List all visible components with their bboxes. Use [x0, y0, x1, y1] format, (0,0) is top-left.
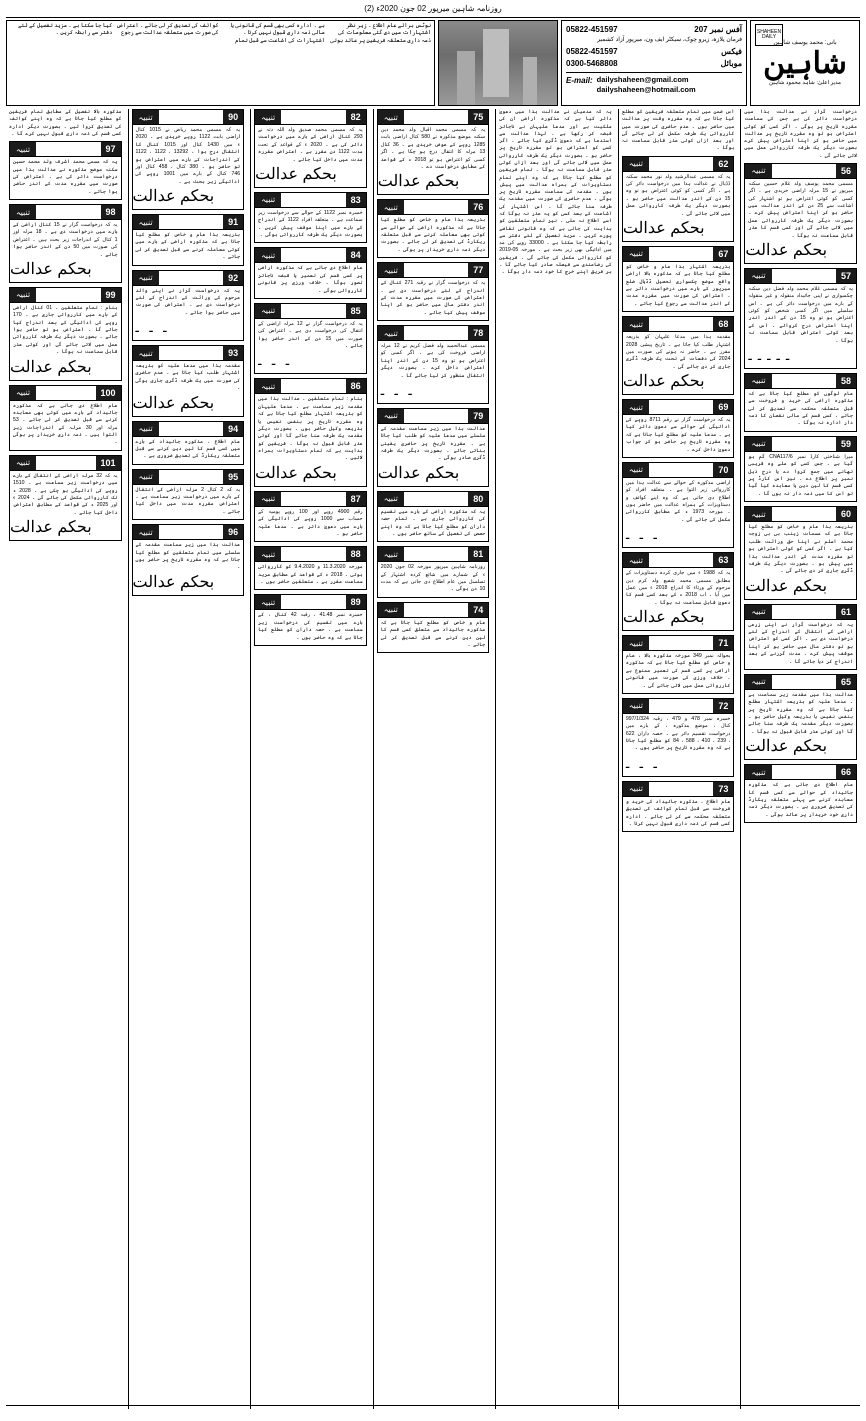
ad-category-label: تنبیہ: [133, 525, 159, 539]
ad-category-label: تنبیہ: [378, 200, 404, 214]
ad-header: [623, 553, 734, 568]
classified-ad: [377, 602, 490, 654]
contact-mobile-label: موبائل: [720, 59, 742, 69]
ad-body-text: یہ کہ مسمی غلام محمد ولد فضل دین سکنہ چکسواری نے اپنی جائیداد منقولہ و غیر منقولہ کے بارے میں درخواست دائر کی ہے ۔ اس سلسلے میں اگر کسی شخص کو کوئی اعتراض ہو تو وہ 15 دن کے اندر اندر اپنا اعتراض درج کروائے ۔ اس کے بعد کوئی اعتراض قابل سماعت نہ ہوگا ۔: [748, 285, 853, 344]
classified-ad: [254, 546, 367, 590]
classified-ad: [622, 246, 735, 312]
classified-ad: [377, 325, 490, 404]
column-notice-text: یہ کہ مدعیان نے عدالت ہذا میں دعویٰ دائر کیا ہے کہ مذکورہ اراضی ان کی ملکیت ہے اور مدعا علیہان نے ناجائز قبضہ کر رکھا ہے ۔ لہذا عدالت سے استدعا ہے کہ دعویٰ ڈگری کیا جائے ۔ اگر کسی کو اعتراض ہو تو مقررہ تاریخ پر حاضر ہو ۔ بصورت دیگر یک طرفہ کارروائی عمل میں لائی جائے گی اور بعد ازاں کوئی عذر قابل سماعت نہ ہوگا ۔ تمام فریقین کو مطلع کیا جاتا ہے کہ وہ اپنے تمام دستاویزات کے ہمراہ عدالت میں پیش ہوں ۔ مقدمہ کی سماعت مقررہ تاریخ پر ہوگی ۔ عدم حاضری کی صورت میں مقدمہ یک طرفہ سنا جائے گا ۔ اس اشتہار کی اشاعت کے بعد کسی کو یہ عذر نہ ہوگا کہ اسے اطلاع نہ ملی ۔ نیز تمام متعلقین کو ہدایت کی جاتی ہے کہ وہ قانونی تقاضے پورے کریں ۔ مزید تفصیل کے لئے دفتر سے رابطہ کیا جا سکتا ہے ۔ 33000 روپے کی مد میں ادائیگی بھی زیر بحث ہے ۔ مورخہ 05-2019 کو کارروائی مکمل کی جائے گی ۔ فریقین کی رضامندی سے فیصلہ صادر کیا جائے گا ۔ ہر فریق اپنے خرچ کا خود ذمہ دار ہوگا ۔: [499, 109, 612, 276]
classified-ad: [622, 156, 735, 242]
page-folio: روزنامہ شاہین میرپور 02 جون 2020ء (2): [364, 4, 502, 13]
classified-ad: [744, 506, 857, 600]
ad-body-text: بذریعہ ہذا عام و خاص کو مطلع کیا جاتا ہے کہ مذکورہ اراضی کے حوالے سے کوئی بھی معاملہ کرنے سے قبل متعلقہ ریکارڈ کی تصدیق کر لی جائے ۔ بصورت دیگر ذمہ داری خریدار پر ہوگی ۔: [380, 217, 486, 253]
ad-signature: بحکم عدالت: [377, 464, 460, 482]
ad-header: [255, 492, 366, 507]
ad-header: [133, 110, 244, 125]
ad-header: [255, 110, 366, 125]
ad-signature: ۔ ۔ ۔: [377, 381, 415, 399]
column-notice-text: درخواست گزار نے عدالت ہذا میں درخواست دائر کی ہے جس کی سماعت مقررہ تاریخ پر ہوگی ۔ اگر کسی کو کوئی اعتراض ہو تو وہ مقررہ تاریخ پر عدالت میں حاضر ہو کر اپنا اعتراض پیش کرے بصورت دیگر یک طرفہ کارروائی عمل میں لائی جائے گی ۔: [744, 109, 857, 159]
ad-category-label: تنبیہ: [745, 164, 771, 178]
classified-ad: [254, 192, 367, 244]
ad-number: 96: [223, 525, 243, 539]
contact-address-row: [566, 24, 742, 36]
ad-category-label: تنبیہ: [623, 317, 649, 331]
classified-ad: [377, 109, 490, 195]
ad-category-label: تنبیہ: [745, 437, 771, 451]
ad-number: 80: [468, 492, 488, 506]
ad-header: [133, 470, 244, 485]
ad-body-text: یہ کہ مسمی محمد صدیق ولد اللہ دتہ نے 293 کنال اراضی کے بارے میں درخواست دائر کی ہے ۔ 2020 ء کے قواعد کے تحت مدت 1122 دن مقرر ہے ۔ اعتراض مقررہ مدت میں داخل کیا جائے ۔: [258, 127, 363, 163]
ad-body-text: خسرہ نمبر 1122 کے حوالے سے درخواست زیر سماعت ہے ۔ متعلقہ افراد 1122 کے اندراج کے بارے میں اپنا موقف پیش کریں ۔ بصورت دیگر یک طرفہ کارروائی ہوگی ۔: [258, 209, 363, 238]
classified-ad: [377, 262, 490, 321]
ad-category-label: تنبیہ: [133, 110, 159, 124]
masthead-logo: [750, 20, 860, 106]
ad-header: [745, 507, 856, 522]
ad-category-label: تنبیہ: [378, 409, 404, 423]
ad-body-text: یہ کہ 32 مرلہ اراضی کے انتقال کے بارے میں درخواست زیر سماعت ہے ۔ 1510 روپے کی ادائیگی ہو چکی ہے ۔ 2028 ء تک کارروائی مکمل کی جائے گی ۔ 2024 ء اور 2025 ء کے قواعد کے مطابق اعتراض داخل کیا جائے ۔: [12, 472, 118, 516]
ad-number: 73: [713, 782, 733, 796]
ad-number: 86: [346, 379, 366, 393]
ad-number: 98: [101, 205, 121, 219]
ad-body-text: یہ کہ 2 کنال 2 مرلہ اراضی کے انتقال کے بارے میں درخواست زیر سماعت ہے ۔ اعتراض مقررہ مدت میں داخل کیا جائے ۔: [135, 486, 241, 515]
ad-category-label: تنبیہ: [378, 263, 404, 277]
ad-signature: ۔ ۔ ۔: [255, 352, 293, 370]
ad-signature: بحکم عدالت: [9, 358, 92, 376]
ad-number: 84: [346, 248, 366, 262]
ad-header: [745, 765, 856, 780]
ad-header: [255, 595, 366, 610]
classified-ad: [254, 378, 367, 486]
classified-ad: [132, 421, 245, 465]
ad-number: 65: [836, 675, 856, 689]
ad-category-label: تنبیہ: [623, 157, 649, 171]
ad-number: 75: [468, 110, 488, 124]
classified-ad: [377, 491, 490, 543]
ad-body-text: عام اطلاع ۔ مذکورہ جائیداد کے بارے میں کسی قسم کا لین دین کرنے سے قبل متعلقہ ریکارڈ کی تصدیق ضروری ہے ۔: [135, 438, 241, 460]
ad-header: [623, 157, 734, 172]
column-notice-text: مذکورہ بالا تفصیل کے مطابق تمام فریقین کو مطلع کیا جاتا ہے کہ وہ اپنے کوائف کی تصدیق کروا لیں ۔ بصورت دیگر ادارہ کسی قسم کی ذمہ داری قبول نہیں کرے گا ۔: [8, 109, 122, 137]
classified-ad: [132, 109, 245, 210]
ad-body-text: یہ کہ مسمی عبدالرشید ولد نور محمد سکنہ ڈڈیال نے عدالت ہذا میں درخواست دائر کی ہے ۔ اگر کسی کو کوئی اعتراض ہو تو وہ 15 دن کے اندر عدالت میں حاضر ہو ۔ بصورت دیگر یک طرفہ کارروائی عمل میں لائی جائے گی ۔: [625, 173, 731, 217]
ad-header: [133, 525, 244, 540]
ad-header: [133, 215, 244, 230]
ad-body-text: مسمی محمد یوسف ولد غلام حسین سکنہ میرپور نے 15 مرلہ اراضی خریدی ہے ۔ اگر کسی کو کوئی اعتراض ہو تو اشتہار کی اشاعت سے 25 دن کے اندر عدالت میں حاضر ہو کر اپنا اعتراض پیش کرے ۔ بصورت دیگر یک طرفہ کارروائی عمل میں لائی جائے گی اور کسی قسم کا عذر قابل سماعت نہ ہوگا ۔: [748, 180, 853, 239]
ad-number: 57: [836, 269, 856, 283]
classified-ad: [622, 462, 735, 548]
ad-category-label: تنبیہ: [745, 374, 771, 388]
classified-ad: [9, 455, 122, 541]
contact-email-row: [566, 72, 742, 95]
ad-header: [255, 193, 366, 208]
ad-signature: بحکم عدالت: [132, 394, 215, 412]
classified-ad: [254, 109, 367, 188]
ad-number: 93: [223, 346, 243, 360]
ad-category-label: تنبیہ: [255, 492, 281, 506]
classified-ad: [254, 491, 367, 543]
ad-number: 56: [836, 164, 856, 178]
ad-body-text: عدالت ہذا میں مقدمہ زیر سماعت ہے ۔ مدعا علیہ کو بذریعہ اشتہار مطلع کیا جاتا ہے کہ وہ مقررہ تاریخ پر بنفس نفیس یا بذریعہ وکیل حاضر ہو ۔ بصورت دیگر مقدمہ یک طرفہ سنا جائے گا اور کوئی عذر قابل قبول نہ ہوگا ۔: [748, 691, 853, 735]
classified-ad: [377, 546, 490, 598]
ad-signature: ۔ ۔ ۔: [622, 526, 660, 544]
ad-body-text: مسمی عبدالحمید ولد فضل کریم نے 12 مرلہ اراضی فروخت کی ہے ۔ اگر کسی کو اعتراض ہو تو وہ 15 دن کے اندر اپنا اعتراض داخل کرے ۔ بصورت دیگر انتقال منظور کر لیا جائے گا ۔: [380, 343, 486, 379]
contact-address-line: [566, 36, 742, 45]
ad-body-text: عدالت ہذا میں زیر سماعت مقدمہ کے سلسلے میں تمام متعلقین کو مطلع کیا جاتا ہے کہ وہ مقررہ تاریخ پر حاضر ہوں ۔: [135, 542, 241, 571]
classified-ad: [622, 552, 735, 631]
ad-number: 71: [713, 636, 733, 650]
ad-number: 101: [96, 456, 121, 470]
ad-header: [10, 142, 121, 157]
classified-column-6: [128, 109, 248, 1409]
ad-number: 74: [468, 603, 488, 617]
masthead-contact: [561, 20, 747, 106]
email-addresses: [597, 75, 696, 95]
classified-ad: [744, 163, 857, 264]
ad-header: [623, 400, 734, 415]
ad-number: 97: [101, 142, 121, 156]
classified-ad: [744, 674, 857, 760]
ad-category-label: تنبیہ: [623, 699, 649, 713]
ad-number: 59: [836, 437, 856, 451]
ad-header: [378, 326, 489, 341]
ad-category-label: تنبیہ: [745, 605, 771, 619]
ad-signature: ۔ ۔ ۔: [622, 754, 660, 772]
ad-header: [10, 456, 121, 471]
ad-header: [255, 379, 366, 394]
classified-ad: [132, 469, 245, 521]
ad-signature: بحکم عدالت: [9, 260, 92, 278]
ad-number: 66: [836, 765, 856, 779]
ad-category-label: تنبیہ: [10, 205, 36, 219]
ad-signature: بحکم عدالت: [9, 519, 92, 536]
ad-body-text: خسرہ نمبر 41.48 ، رقبہ 42 کنال ، کے بارے میں تقسیم کی درخواست زیر سماعت ہے ۔ حصہ داران کو مطلع کیا جاتا ہے کہ وہ حاضر ہوں ۔: [258, 612, 363, 641]
classified-ad: [254, 247, 367, 299]
ad-header: [623, 636, 734, 651]
ad-signature: بحکم عدالت: [622, 373, 705, 391]
classified-ad: [254, 594, 367, 646]
ad-body-text: عام لوگوں کو مطلع کیا جاتا ہے کہ مذکورہ اراضی کی خرید و فروخت سے قبل متعلقہ محکمہ سے تصدیق کر لی جائے ۔ کسی قسم کے مالی نقصان کا ذمہ دار ادارہ نہ ہوگا ۔: [748, 390, 853, 427]
ad-number: 92: [223, 271, 243, 285]
ad-signature: بحکم عدالت: [377, 173, 460, 191]
ad-number: 60: [836, 507, 856, 521]
classified-ad: [622, 399, 735, 458]
ad-number: 63: [713, 553, 733, 567]
contact-phone-value: 05822-451597: [566, 46, 618, 56]
ad-category-label: تنبیہ: [623, 400, 649, 414]
ad-body-text: عام اطلاع ۔ مذکورہ جائیداد کی خرید و فروخت سے قبل تمام کوائف کی تصدیق متعلقہ محکمہ سے کر لی جائے ۔ ادارہ کسی قسم کی ذمہ داری قبول نہیں کرتا ۔: [625, 798, 731, 827]
ad-header: [623, 699, 734, 714]
ad-body-text: خسرہ نمبر 478 و 479 ، رقبہ 997/1/324 کنال ، موضع مذکورہ ، کے بارے میں درخواست تقسیم دائر ہے ۔ حصہ داران 622 ، 239 ، 410 ، 588 ، 84 کو مطلع کیا جاتا ہے کہ وہ مقررہ تاریخ پر حاضر ہوں ۔: [625, 715, 731, 752]
ad-body-text: یہ کہ 1988 ء میں جاری کردہ دستاویزات کے مطابق مسمی محمد شفیع ولد کرم دین مرحوم کے ورثاء کا اندراج 2018 ء میں عمل میں آیا ۔ اب 2018 ء کے بعد کسی قسم کا دعویٰ قابل سماعت نہ ہوگا ۔: [625, 570, 731, 606]
ad-body-text: یہ کہ مذکورہ اراضی کے بارے میں تقسیم کی کارروائی جاری ہے ۔ تمام حصہ داران کو مطلع کیا جاتا ہے کہ وہ اپنے حصص کی تفصیل کے ساتھ حاضر ہوں ۔: [380, 508, 486, 537]
ad-body-text: یہ کہ درخواست گزار نے رقبہ 271 کنال کے اندراج کے لئے درخواست دی ہے ۔ اعتراض کی صورت میں مقررہ مدت کے اندر دفتر مال میں حاضر ہو کر اپنا موقف پیش کیا جائے ۔: [380, 280, 486, 316]
ad-category-label: تنبیہ: [255, 248, 281, 262]
ad-number: 61: [836, 605, 856, 619]
ad-category-label: تنبیہ: [10, 456, 36, 470]
ad-number: 83: [346, 193, 366, 207]
ad-category-label: تنبیہ: [255, 110, 281, 124]
ad-signature: بحکم عدالت: [745, 241, 828, 259]
ad-signature: بحکم عدالت: [255, 464, 337, 482]
classified-ad: [622, 316, 735, 395]
classified-ad: [9, 287, 122, 381]
classified-ad: [744, 436, 857, 502]
contact-office-label: آفس نمبر 207: [694, 25, 742, 34]
ad-number: 69: [713, 400, 733, 414]
masthead: [6, 20, 860, 106]
ad-header: [10, 386, 121, 401]
ad-header: [378, 409, 489, 424]
ad-number: 58: [836, 374, 856, 388]
ad-number: 90: [223, 110, 243, 124]
classified-ad: [9, 141, 122, 200]
ad-body-text: عام اطلاع دی جاتی ہے کہ مذکورہ جائیداد کے بارے میں کوئی بھی معاہدہ کرنے سے قبل تصدیق کر لی جائے ۔ 53 مرلہ اور 30 مرلہ کے اندراجات زیر التوا ہیں ۔ ذمہ داری خریدار پر ہوگی ۔: [12, 402, 118, 446]
masthead-notice: نوٹس برائے عام اطلاع ۔ زیر نظر اشتہارات میں دی گئی معلومات کی ذمہ داری متعلقہ فریقین پر عائد ہوتی ہے ۔ ادارہ کسی بھی قسم کی قانونی یا مالی ذمہ داری قبول نہیں کرتا ۔ اشتہارات کی اشاعت سے قبل تمام کوائف کی تصدیق کر لی جائے ۔ اعتراض کی صورت میں متعلقہ عدالت سے رجوع کیا جا سکتا ہے ۔ مزید تفصیل کے لئے دفتر سے رابطہ کریں ۔: [6, 20, 435, 106]
classified-ad: [132, 214, 245, 266]
ad-number: 100: [96, 386, 121, 400]
classified-columns: [6, 109, 860, 1409]
classified-ad: [132, 345, 245, 417]
ad-header: [133, 346, 244, 361]
ad-number: 81: [468, 547, 488, 561]
classified-ad: [9, 204, 122, 283]
ad-category-label: تنبیہ: [133, 346, 159, 360]
ad-category-label: تنبیہ: [378, 547, 404, 561]
ad-header: [745, 269, 856, 284]
contact-mobile-row: [566, 58, 742, 70]
classified-column-5: [250, 109, 370, 1409]
classified-column-4: [373, 109, 493, 1409]
classified-ad: [132, 270, 245, 342]
ad-category-label: تنبیہ: [623, 463, 649, 477]
classified-ad: [744, 268, 857, 369]
classified-ad: [377, 408, 490, 487]
ad-body-text: بذریعہ ہذا عام و خاص کو مطلع کیا جاتا ہے کہ مذکورہ اراضی کے بارے میں کوئی معاملہ کرنے سے قبل تصدیق کر لی جائے ۔: [135, 232, 241, 261]
ad-header: [378, 263, 489, 278]
contact-address-text: فرمان پلازہ، زیرو چوک، سیکٹر ایف ون، میرپور آزاد کشمیر: [597, 37, 742, 44]
ad-body-text: عام اطلاع دی جاتی ہے کہ مذکورہ اراضی پر کسی قسم کی تعمیر یا قبضہ ناجائز تصور ہوگا ۔ خلاف ورزی پر قانونی کارروائی ہوگی ۔: [258, 265, 363, 294]
ad-header: [745, 675, 856, 690]
ad-header: [378, 547, 489, 562]
ad-category-label: تنبیہ: [255, 547, 281, 561]
ad-number: 67: [713, 247, 733, 261]
ad-body-text: میرا شناختی کارڈ نمبر 6/CNA117 گم ہو گیا ہے ۔ جس کسی کو ملے وہ قریبی تھانے میں جمع کروا دے یا درج ذیل نمبر پر اطلاع دے ۔ نیز اس کارڈ پر کسی قسم کا لین دین یا معاہدہ کیا گیا تو اس کا میں ذمہ دار نہ ہوں گا ۔: [748, 453, 853, 497]
ad-signature: ۔ ۔ ۔: [132, 319, 170, 336]
ad-number: 62: [713, 157, 733, 171]
ad-header: [745, 164, 856, 179]
ad-body-text: مورخہ 11.3.2020 و 9.4.2020 کو کارروائی ہوئی ۔ 2018 ء کے قواعد کے مطابق مزید سماعت مقرر ہے ۔ متعلقین حاضر ہوں ۔: [258, 564, 363, 585]
classified-ad: [744, 764, 857, 823]
ad-category-label: تنبیہ: [745, 507, 771, 521]
ad-number: 77: [468, 263, 488, 277]
ad-header: [255, 304, 366, 319]
ad-body-text: بنام : تمام متعلقین ۔ 01 کنال اراضی کے بارے میں کارروائی جاری ہے ۔ 170 روپے کی ادائیگی کے بعد اندراج کیا جائے گا ۔ اعتراض ہو تو حاضر ہوا جائے ۔ بصورت دیگر یک طرفہ کارروائی عمل میں لائی جائے گی اور کوئی عذر قابل سماعت نہ ہوگا ۔: [12, 304, 118, 356]
ad-category-label: تنبیہ: [133, 422, 159, 436]
ad-category-label: تنبیہ: [255, 379, 281, 393]
masthead-editor: مدیر اعلیٰ: شاہد محمود شاہین: [769, 79, 841, 86]
email-1[interactable]: dailyshaheen@gmail.com: [596, 75, 689, 85]
ad-header: [255, 248, 366, 263]
ad-signature: بحکم عدالت: [132, 188, 215, 205]
ad-body-text: یہ کہ مسمی محمد ریاض نے 1015 کنال اراضی بابت 1122 روپے خریدی ہے ۔ 2020 ء میں 1430 کنال اور 1015 کنال کا انتقال درج ہوا ۔ 13292 ، 1122 ، 1122 کے اندراجات کے بارے میں اعتراض ہو تو حاضر ہو ۔ 380 کنال ، 458 کنال اور 746 کنال کے بارے میں 1001 روپے کی ادائیگی زیر بحث ہے ۔: [135, 127, 241, 185]
ad-number: 94: [223, 422, 243, 436]
ad-body-text: یہ کہ درخواست گزار نے رقم 8711 روپے کی ادائیگی کے حوالے سے دعویٰ دائر کیا ہے ۔ مدعا علیہ کو مطلع کیا جاتا ہے کہ وہ مقررہ تاریخ پر حاضر ہو کر جواب دعویٰ داخل کرے ۔: [625, 417, 731, 453]
ad-category-label: تنبیہ: [745, 269, 771, 283]
ad-category-label: تنبیہ: [745, 765, 771, 779]
ad-category-label: تنبیہ: [745, 675, 771, 689]
ad-body-text: بذریعہ ہذا عام و خاص کو مطلع کیا جاتا ہے کہ مسمات زینب بی بی زوجہ محمد اسلم نے اپنا حق وراثت طلب کیا ہے ۔ اگر کسی کو کوئی اعتراض ہو تو مقررہ مدت کے اندر عدالت ہذا میں پیش ہو ۔ بصورت دیگر یک طرفہ ڈگری جاری کر دی جائے گی ۔: [748, 524, 853, 575]
ad-signature: ۔۔۔۔۔: [745, 346, 793, 364]
ad-body-text: مقدمہ ہذا میں مدعا علیہ کو بذریعہ اشتہار طلب کیا جاتا ہے ۔ عدم حاضری کی صورت میں یک طرفہ ڈگری جاری ہوگی ۔: [135, 363, 241, 392]
ad-body-text: بحوالہ نمبر 349 مورخہ مذکورہ بالا ، عام و خاص کو مطلع کیا جاتا ہے کہ مذکورہ اراضی پر کسی قسم کی تعمیر ممنوع ہے ۔ خلاف ورزی کی صورت میں قانونی کارروائی عمل میں لائی جائے گی ۔: [625, 653, 731, 689]
classified-column-1: [740, 109, 860, 1409]
ad-body-text: بنام : تمام متعلقین ۔ عدالت ہذا میں مقدمہ زیر سماعت ہے ۔ مدعا علیہان کو بذریعہ اشتہار مطلع کیا جاتا ہے کہ وہ مقررہ تاریخ پر بنفس نفیس یا بذریعہ وکیل حاضر ہوں ۔ بصورت دیگر مقدمہ یک طرفہ سنا جائے گا اور کوئی عذر قابل قبول نہ ہوگا ۔ فریقین کو ہدایت ہے کہ تمام دستاویزات ہمراہ لائیں ۔: [258, 396, 363, 462]
ad-body-text: عام و خاص کو مطلع کیا جاتا ہے کہ مذکورہ جائیداد سے متعلق کسی قسم کا لین دین کرنے سے قبل تصدیق کر لی جائے ۔: [380, 619, 486, 648]
ad-body-text: رقم 4900 روپے اور 100 روپے یومیہ کے حساب سے 1000 روپے کی ادائیگی کے بارے میں دعویٰ دائر ہے ۔ مدعا علیہ حاضر ہو ۔: [258, 508, 363, 537]
ad-signature: بحکم عدالت: [622, 219, 705, 237]
classified-column-2: [618, 109, 738, 1409]
ad-body-text: یہ کہ درخواست گزار نے 15 کنال اراضی کے بارے میں درخواست دی ہے ۔ 18 مرلہ اور 1 کنال کے اندراجات زیر بحث ہیں ۔ اعتراض کی صورت میں 50 دن کے اندر حاضر ہوا جائے ۔: [12, 222, 118, 258]
masthead-photo: [438, 20, 558, 106]
ad-body-text: عام اطلاع دی جاتی ہے کہ مذکورہ جائیداد کے حوالے سے کسی قسم کا معاہدہ کرنے سے پہلے متعلقہ ریکارڈ کی تصدیق ضروری ہے ۔ بصورت دیگر ذمہ داری خود خریدار پر عائد ہوگی ۔: [748, 782, 853, 818]
ad-body-text: مقدمہ ہذا میں مدعا علیہان کو بذریعہ اشتہار طلب کیا جاتا ہے ۔ تاریخ پیشی 2028 مقرر ہے ۔ حاضر نہ ہونے کی صورت میں 2024 کی دفعات کے تحت یک طرفہ ڈگری جاری کر دی جائے گی ۔: [625, 334, 731, 370]
classified-ad: [622, 781, 735, 833]
ad-number: 72: [713, 699, 733, 713]
shaheen-badge-icon: SHAHEEN DAILY: [755, 24, 783, 46]
ad-category-label: تنبیہ: [133, 470, 159, 484]
ad-category-label: تنبیہ: [10, 386, 36, 400]
classified-ad: [9, 385, 122, 451]
ad-number: 85: [346, 304, 366, 318]
ad-body-text: یہ کہ مسمی محمد اقبال ولد محمد دین سکنہ موضع مذکورہ نے 580 کنال اراضی بابت 1285 روپے کے عوض خریدی ہے ۔ 36 کنال 13 مرلہ کا انتقال درج ہو چکا ہے ۔ اگر کسی کو اعتراض ہو تو 2018 ء کے قواعد کے مطابق درخواست دے ۔: [380, 127, 486, 170]
ad-header: [378, 200, 489, 215]
ad-header: [623, 247, 734, 262]
classified-ad: [377, 199, 490, 258]
ad-number: 70: [713, 463, 733, 477]
contact-mobile-value: 0300-5468808: [566, 59, 618, 69]
ad-header: [378, 603, 489, 618]
ad-body-text: روزنامہ شاہین میرپور مورخہ 02 جون 2020 ء کے شمارے میں شائع کردہ اشتہار کے تسلسل میں عام اطلاع دی جاتی ہے کہ مدت 10 دن ہوگی ۔: [380, 564, 486, 593]
classified-ad: [622, 635, 735, 694]
ad-header: [623, 463, 734, 478]
ad-category-label: تنبیہ: [623, 782, 649, 796]
ad-number: 76: [468, 200, 488, 214]
ad-header: [133, 271, 244, 286]
ad-number: 89: [346, 595, 366, 609]
ad-body-text: یہ کہ درخواست گزار نے اپنے والد مرحوم کی وراثت کے اندراج کے لئے درخواست دی ہے ۔ اعتراض کی صورت میں حاضر ہوا جائے ۔: [135, 287, 241, 316]
email-label: E-mail:: [566, 76, 593, 86]
classified-ad: [132, 524, 245, 596]
ad-header: [745, 374, 856, 389]
ad-header: [378, 492, 489, 507]
ad-category-label: تنبیہ: [255, 193, 281, 207]
masthead-title: شاہین: [763, 46, 847, 80]
ad-number: 82: [346, 110, 366, 124]
email-2[interactable]: dailyshaheen@hotmail.com: [596, 85, 696, 95]
ad-category-label: تنبیہ: [133, 215, 159, 229]
ad-category-label: تنبیہ: [623, 553, 649, 567]
ad-category-label: تنبیہ: [133, 271, 159, 285]
ad-header: [255, 547, 366, 562]
ad-header: [623, 317, 734, 332]
classified-column-3: [495, 109, 615, 1409]
ad-number: 91: [223, 215, 243, 229]
column-notice-text: اس ضمن میں تمام متعلقہ فریقین کو مطلع کیا جاتا ہے کہ وہ مقررہ وقت پر عدالت میں حاضر ہوں ۔ عدم حاضری کی صورت میں کارروائی یک طرفہ مکمل کر لی جائے گی اور بعد ازاں کوئی عذر قابل سماعت نہ ہوگا ۔: [621, 109, 735, 152]
ad-category-label: تنبیہ: [10, 288, 36, 302]
ad-signature: بحکم عدالت: [745, 577, 828, 595]
ad-signature: بحکم عدالت: [132, 573, 215, 591]
ad-category-label: تنبیہ: [10, 142, 36, 156]
contact-office-value: 05822-451597: [566, 25, 618, 34]
ad-header: [378, 110, 489, 125]
ad-header: [133, 422, 244, 437]
ad-number: 78: [468, 326, 488, 340]
ad-number: 95: [223, 470, 243, 484]
ad-category-label: تنبیہ: [378, 492, 404, 506]
ad-category-label: تنبیہ: [623, 636, 649, 650]
ad-category-label: تنبیہ: [378, 326, 404, 340]
ad-body-text: بذریعہ اشتہار ہذا عام و خاص کو مطلع کیا جاتا ہے کہ مذکورہ بالا اراضی واقع موضع چکسواری تحصیل ڈڈیال ضلع میرپور کے بارے میں درخواست دائر ہے ۔ اعتراض کی صورت میں مقررہ مدت کے اندر عدالت سے رجوع کیا جائے ۔: [625, 263, 731, 307]
ad-header: [745, 605, 856, 620]
ad-category-label: تنبیہ: [623, 247, 649, 261]
ad-number: 79: [468, 409, 488, 423]
ad-number: 99: [101, 288, 121, 302]
classified-column-7: [6, 109, 125, 1409]
classified-ad: [744, 373, 857, 432]
ad-category-label: تنبیہ: [255, 595, 281, 609]
classified-ad: [744, 604, 857, 670]
contact-phone-row: [566, 46, 742, 58]
ad-header: [623, 782, 734, 797]
classified-ad: [254, 303, 367, 375]
ad-category-label: تنبیہ: [255, 304, 281, 318]
ad-signature: بحکم عدالت: [622, 609, 705, 627]
ad-body-text: عدالت ہذا میں زیر سماعت مقدمہ کے سلسلے میں مدعا علیہ کو طلب کیا جاتا ہے ۔ مقررہ تاریخ پر حاضری یقینی بنائی جائے ۔ بصورت دیگر یک طرفہ ڈگری صادر ہوگی ۔: [380, 425, 486, 462]
ad-header: [10, 205, 121, 220]
ad-header: [745, 437, 856, 452]
ad-number: 68: [713, 317, 733, 331]
ad-header: [10, 288, 121, 303]
classified-ad: [622, 698, 735, 777]
contact-fax-label: فیکس: [721, 46, 742, 56]
ad-category-label: تنبیہ: [378, 110, 404, 124]
ad-body-text: یہ کہ مسمی محمد اشرف ولد محمد حسین سکنہ موضع مذکورہ نے عدالت ہذا میں درخواست دائر کی ہے ۔ اعتراض کی صورت میں مقررہ مدت کے اندر حاضر ہوا جائے ۔: [12, 159, 118, 195]
ad-body-text: اراضی مذکورہ کے حوالے سے عدالت ہذا میں کارروائی زیر التوا ہے ۔ متعلقہ افراد کو اطلاع دی جاتی ہے کہ وہ اپنے کوائف و دستاویزات کے ہمراہ عدالت میں حاضر ہوں ۔ مورخہ 1973 ء کے مطابق کارروائی مکمل کی جائے گی ۔: [625, 479, 731, 523]
masthead-founder: بانی: محمد یوسف شاہین: [773, 40, 837, 47]
ad-signature: بحکم عدالت: [255, 165, 337, 183]
ad-signature: بحکم عدالت: [745, 738, 828, 756]
ad-number: 88: [346, 547, 366, 561]
ad-category-label: تنبیہ: [378, 603, 404, 617]
ad-body-text: یہ کہ درخواست گزار نے اپنی زرعی اراضی کے انتقال کے اندراج کے لئے درخواست دی ہے ۔ اگر کسی کو اعتراض ہو تو دفتر مال میں حاضر ہو کر اپنا موقف پیش کرے ۔ مدت گزرنے کے بعد اندراج کر دیا جائے گا ۔: [748, 621, 853, 665]
ad-number: 87: [346, 492, 366, 506]
page-bottom-rule: [6, 1405, 860, 1419]
ad-body-text: یہ کہ درخواست گزار نے 12 مرلہ اراضی کے انتقال کی درخواست دی ہے ۔ اعتراض کی صورت میں 15 دن کے اندر حاضر ہوا جائے ۔: [258, 320, 363, 349]
page-folio-bar: [6, 4, 860, 18]
